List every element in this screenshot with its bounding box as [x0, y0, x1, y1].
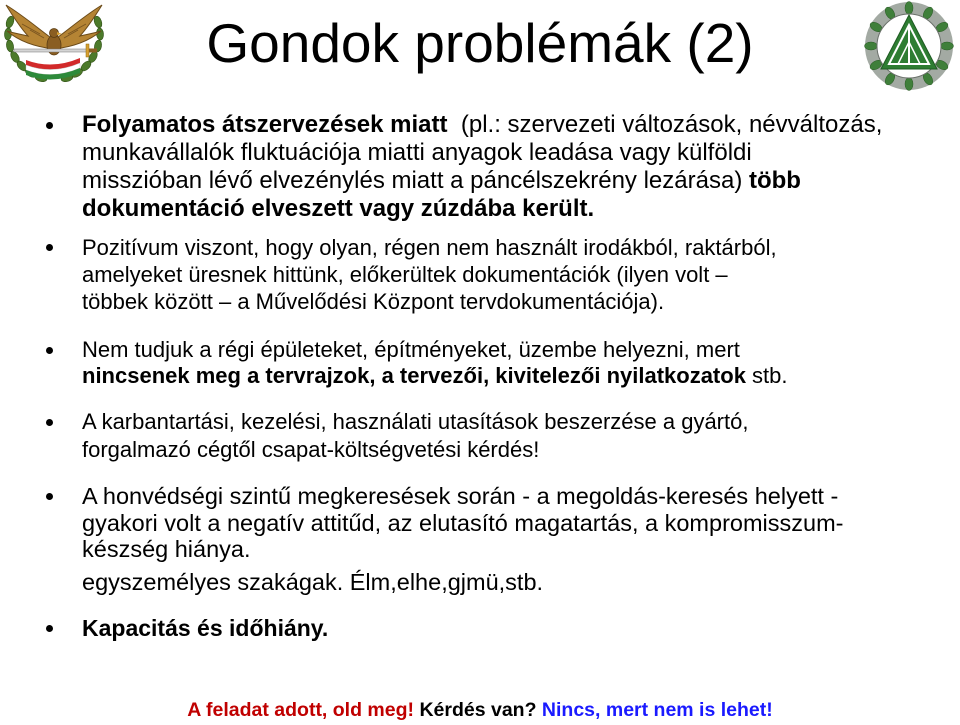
- body-text: stb.: [745, 363, 788, 388]
- bullet-continuation: [82, 569, 543, 596]
- body-text: A karbantartási, kezelési, használati utasítások beszerzése a gyártó,: [82, 409, 749, 434]
- bold-text: több: [748, 167, 801, 194]
- bullet-marker: [46, 493, 53, 500]
- bullet-item: [82, 234, 777, 315]
- slide-title: Gondok problémák (2): [206, 12, 754, 74]
- body-text: (pl.: szervezeti változások, névváltozás,: [447, 111, 883, 138]
- bullet-marker: [46, 625, 53, 632]
- bullet-line: [82, 195, 882, 223]
- body-text: egyszemélyes szakágak. Élm,elhe,gjmü,stb.: [82, 569, 544, 595]
- bold-text: Folyamatos átszervezések miatt: [82, 111, 448, 138]
- bullet-item: [82, 111, 882, 223]
- body-text: készség hiánya.: [82, 536, 251, 562]
- bullet-line: [82, 288, 777, 315]
- bullet-line: [82, 261, 777, 288]
- body-text: Pozitívum viszont, hogy olyan, régen nem használt irodákból, raktárból,: [82, 235, 777, 260]
- bullet-line: [82, 337, 788, 363]
- bullet-item: [82, 337, 788, 389]
- bold-text: nincsenek meg a tervrajzok, a tervezői, kivitelezői nyilatkozatok: [82, 363, 746, 388]
- body-text: misszióban lévő elvezénylés miatt a páncélszekrény lezárása): [82, 167, 749, 194]
- bullet-line: [82, 234, 777, 261]
- footer-slogan: [0, 697, 960, 723]
- bullet-line: [82, 510, 843, 537]
- body-text: A honvédségi szintű megkeresések során - a megoldás-keresés helyett -: [82, 483, 839, 509]
- bullet-item: [82, 614, 328, 642]
- bullet-line: [82, 111, 882, 139]
- footer-part-task: A feladat adott, old meg!: [187, 699, 415, 721]
- bullet-line: [82, 569, 543, 596]
- bullet-marker: [46, 347, 53, 354]
- body-text: Nem tudjuk a régi épületeket, építményeket, üzembe helyezni, mert: [82, 337, 740, 362]
- bullet-line: [82, 536, 843, 563]
- bullet-item: [82, 483, 843, 563]
- bullet-line: [82, 614, 328, 642]
- bullet-marker: [46, 122, 53, 129]
- bold-text: Kapacitás és időhiány.: [82, 615, 329, 641]
- body-text: gyakori volt a negatív attitűd, az elutasító magatartás, a kompromisszum-: [82, 509, 844, 536]
- body-text: amelyeket üresnek hittünk, előkerültek dokumentációk (ilyen volt –: [82, 262, 728, 287]
- body-text: többek között – a Művelődési Központ tervdokumentációja).: [82, 289, 665, 314]
- footer-part-question: Kérdés van?: [414, 699, 537, 721]
- bullet-item: [82, 408, 748, 464]
- bullet-line: [82, 483, 843, 510]
- bullet-marker: [46, 419, 53, 426]
- bullet-line: [82, 363, 788, 389]
- bold-text: dokumentáció elveszett vagy zúzdába került.: [82, 195, 595, 222]
- bullet-line: [82, 167, 882, 195]
- bullet-line: [82, 408, 748, 436]
- footer-part-answer: Nincs, mert nem is lehet!: [536, 699, 773, 721]
- bullet-marker: [46, 244, 53, 251]
- body-text: munkavállalók fluktuációja miatti anyagok leadása vagy külföldi: [82, 139, 752, 166]
- body-text: forgalmazó cégtől csapat-költségvetési kérdés!: [82, 437, 540, 462]
- bullet-line: [82, 139, 882, 167]
- bullet-line: [82, 436, 748, 464]
